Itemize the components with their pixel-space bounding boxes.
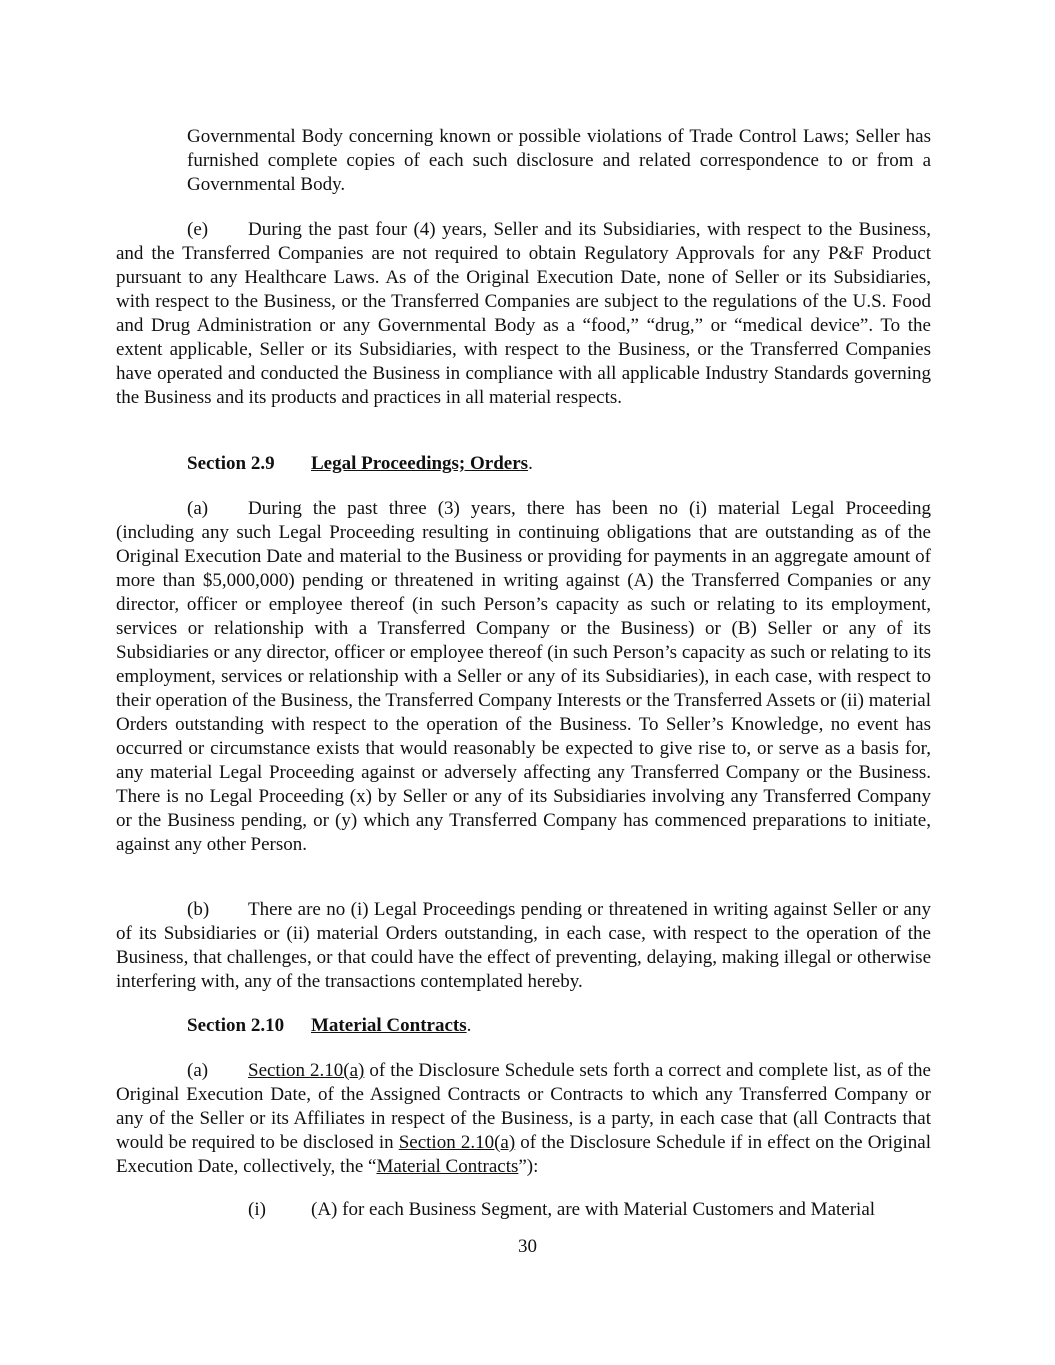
section-2-9-period: . bbox=[528, 453, 533, 474]
material-contracts-defined-term: Material Contracts bbox=[376, 1156, 519, 1177]
section-2-10-heading bbox=[187, 1014, 471, 1038]
section-2-10-paragraph-a bbox=[116, 1059, 931, 1179]
paragraph-e-label: (e) bbox=[187, 219, 209, 240]
page-number: 30 bbox=[518, 1236, 537, 1257]
section-2-10-paragraph-a-label: (a) bbox=[187, 1060, 209, 1081]
section-2-9-paragraph-b-text: There are no (i) Legal Proceedings pending or threatened in writing against Seller or any of its Subsidiaries or (ii) material Orders outstanding, in each case, with respect to the operation of the Business, that challenges, or that could have the effect of preventing, delaying, making illegal or otherwise interfering with, any of the transactions contemplated hereby. bbox=[116, 899, 931, 992]
section-2-10-title: Material Contracts bbox=[311, 1015, 467, 1036]
paragraph-e bbox=[116, 218, 931, 410]
section-2-9-paragraph-a bbox=[116, 497, 931, 857]
section-2-10-item-i bbox=[248, 1198, 931, 1222]
section-2-9-heading bbox=[187, 452, 533, 476]
section-2-9-paragraph-a-label: (a) bbox=[187, 498, 209, 519]
section-2-9-number: Section 2.9 bbox=[187, 453, 275, 474]
section-2-10-paragraph-a-text-3: ”): bbox=[518, 1156, 539, 1177]
section-2-10-number: Section 2.10 bbox=[187, 1015, 285, 1036]
section-2-9-paragraph-b-label: (b) bbox=[187, 899, 210, 920]
section-2-10a-reference: Section 2.10(a) bbox=[248, 1060, 365, 1081]
item-i-text: (A) for each Business Segment, are with Material Customers and Material bbox=[311, 1199, 876, 1220]
section-2-9-paragraph-b bbox=[116, 898, 931, 994]
section-2-10-paragraph-a-text-1: of the Disclosure Schedule sets forth a correct and complete list, as of the Original Execution Date, of the Assigned Contracts or Contracts to which any Transferred Company or any of the Seller or its Affiliates in respect of the Business, is a party, in each case that (all Contracts that would be required to be disclosed in bbox=[116, 1060, 931, 1153]
section-2-10-paragraph-a-text-2: of the Disclosure Schedule if in effect on the Original Execution Date, collectively, the “ bbox=[116, 1132, 932, 1177]
section-2-9-paragraph-a-text: During the past three (3) years, there has been no (i) material Legal Proceeding (including any such Legal Proceeding resulting in continuing obligations that are outstanding as of the Original Execution Date and material to the Business or providing for payments in an aggregate amount of more than $5,000,000) pending or threatened in writing against (A) the Transferred Companies or any director, officer or employee thereof (in such Person’s capacity as such or relating to its employment, services or relationship with a Transferred Company or the Business) or (B) Seller or any of its Subsidiaries or any director, officer or employee thereof (in such Person’s capacity as such or relating to its employment, services or relationship with a Seller or any of its Subsidiaries), in each case, with respect to their operation of the Business, the Transferred Company Interests or the Transferred Assets or (ii) material Orders outstanding with respect to the operation of the Business. To Seller’s Knowledge, no event has occurred or circumstance exists that would reasonably be expected to give rise to, or serve as a basis for, any material Legal Proceeding against or adversely affecting any Transferred Company or the Business. There is no Legal Proceeding (x) by Seller or any of its Subsidiaries involving any Transferred Company or the Business pending, or (y) which any Transferred Company has commenced preparations to initiate, against any other Person. bbox=[116, 498, 931, 855]
paragraph-e-text: During the past four (4) years, Seller and its Subsidiaries, with respect to the Business, and the Transferred Companies are not required to obtain Regulatory Approvals for any P&F Product pursuant to any Healthcare Laws. As of the Original Execution Date, none of Seller or its Subsidiaries, with respect to the Business, or the Transferred Companies are subject to the regulations of the U.S. Food and Drug Administration or any Governmental Body as a “food,” “drug,” or “medical device”. To the extent applicable, Seller or its Subsidiaries, with respect to the Business, or the Transferred Companies have operated and conducted the Business in compliance with all applicable Industry Standards governing the Business and its products and practices in all material respects. bbox=[116, 219, 931, 408]
section-2-10-period: . bbox=[466, 1015, 472, 1036]
item-i-label: (i) bbox=[248, 1199, 266, 1220]
section-2-9-title: Legal Proceedings; Orders bbox=[311, 453, 529, 474]
continuation-text: Governmental Body concerning known or possible violations of Trade Control Laws; Seller has furnished complete copies of each such disclosure and related correspondence to or from a Governmental Body. bbox=[187, 126, 931, 195]
continuation-paragraph bbox=[187, 125, 931, 197]
section-2-10a-reference-2: Section 2.10(a) bbox=[398, 1132, 516, 1153]
